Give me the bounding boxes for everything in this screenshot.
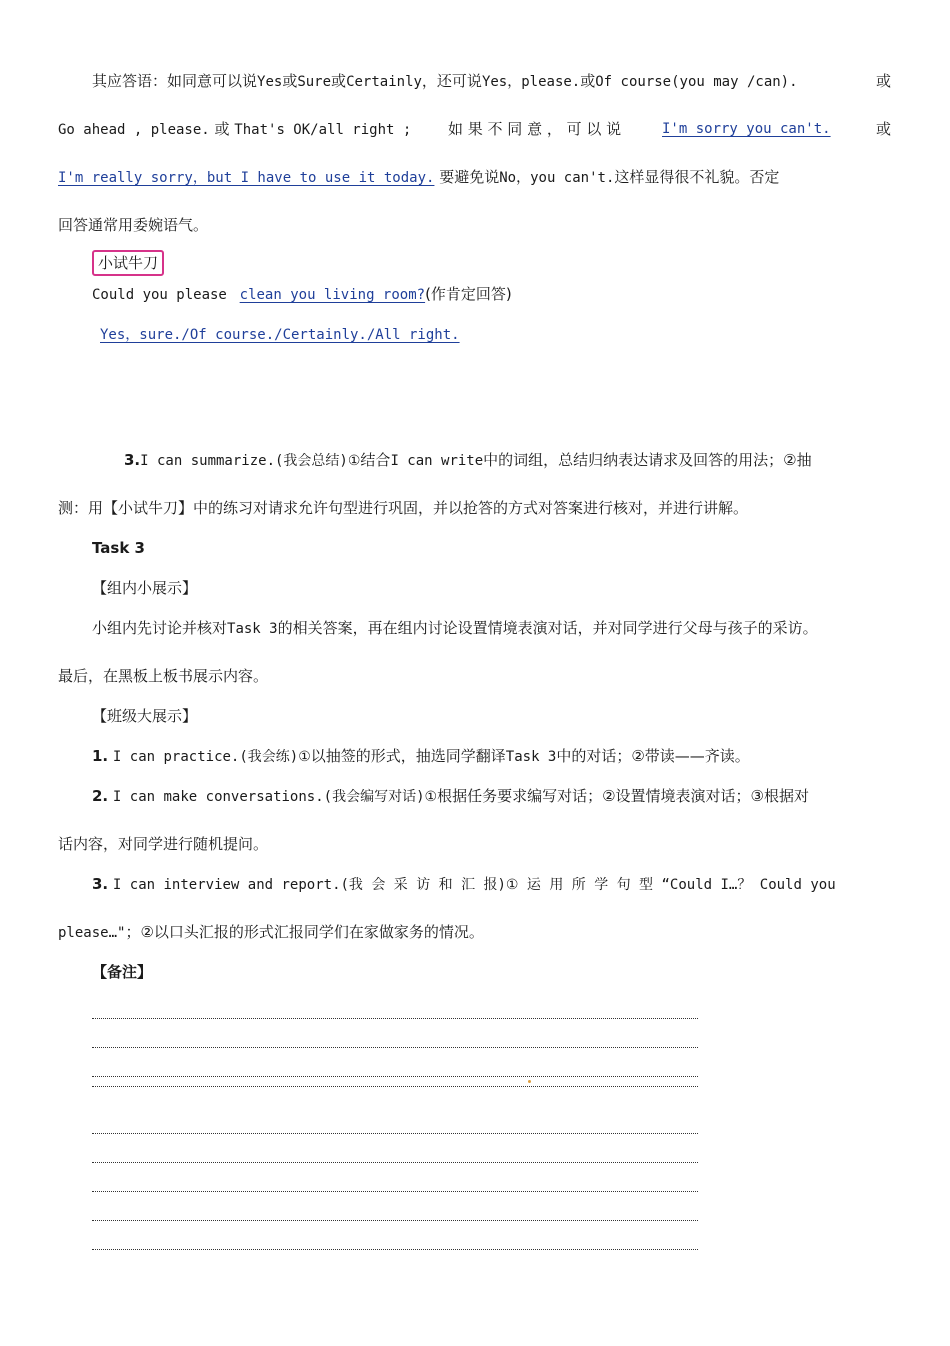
item-number: 3. (92, 875, 109, 893)
answer-underlined: clean you living room? (239, 287, 426, 303)
answer-underlined: I'm really sorry，but I have to use it today. (58, 170, 435, 186)
text: I can make conversations.(我会编写对话)① (112, 789, 438, 805)
paragraph-line-2 (58, 118, 892, 141)
text: 或 (580, 72, 596, 90)
text: 话内容，对同学进行随机提问。 (58, 835, 269, 853)
text: 要避免说 (439, 168, 500, 186)
text: 的相关答案，再在组内讨论设置情境表演对话，并对同学进行父母与孩子的采访。 (277, 619, 818, 637)
group-show-line-2 (58, 665, 892, 687)
item-3-line-1 (124, 449, 950, 472)
text: No，you can't. (499, 170, 615, 186)
note-line (92, 1249, 698, 1250)
paragraph-line-1 (92, 70, 926, 93)
heading: 【组内小展示】 (92, 579, 198, 597)
text: Task 3 (505, 749, 557, 765)
note-line (92, 1162, 698, 1163)
text: 其应答语：如同意可以说 (92, 72, 258, 90)
item-number: 1. (92, 747, 109, 765)
text: ，还可说 (421, 72, 482, 90)
note-line (92, 1133, 698, 1134)
text: I can interview and report.(我 会 采 访 和 汇 报)① 运 用 所 学 句 型 “Could I…？ Could you (112, 877, 836, 893)
text: (作肯定回答) (425, 285, 512, 303)
group-show-heading (92, 577, 926, 599)
text: Yes，please. (481, 74, 581, 90)
text: Go ahead , please. (58, 122, 210, 138)
class-item-3 (92, 873, 926, 896)
note-line (92, 1018, 698, 1019)
text: 测：用【小试牛刀】中的练习对请求允许句型进行巩固，并以抢答的方式对答案进行核对，并进行讲解。 (58, 499, 749, 517)
exercise-answer (100, 323, 934, 346)
text: That's OK/all right ; (234, 122, 412, 138)
text: I can write (390, 453, 484, 469)
note-line (92, 1086, 698, 1087)
heading: 【备注】 (92, 963, 153, 981)
class-item-2 (92, 785, 926, 808)
paragraph-line-3 (58, 166, 892, 189)
text: 或 (876, 120, 892, 138)
task-3-heading (92, 537, 926, 559)
text: 回答通常用委婉语气。 (58, 216, 209, 234)
text: 或 (214, 120, 230, 138)
item-3-line-2 (58, 497, 892, 519)
text: 结合 (360, 451, 391, 469)
text: 小组内先讨论并核对 (92, 619, 228, 637)
answer-underlined: Yes，sure./Of course./Certainly./All right. (100, 327, 460, 343)
text: Yes (257, 74, 283, 90)
text: 或 (331, 72, 347, 90)
note-line (92, 1076, 698, 1077)
text: 根据任务要求编写对话；②设置情境表演对话；③根据对 (437, 787, 809, 805)
text: 如 果 不 同 意 ， 可 以 说 (448, 120, 622, 138)
speck-mark (528, 1080, 531, 1083)
text: 中的对话；②带读——齐读。 (556, 747, 750, 765)
class-item-3-cont (58, 921, 892, 944)
item-number: 2. (92, 787, 109, 805)
heading: Task 3 (92, 539, 145, 557)
text: Of course(you may /can). (595, 74, 798, 90)
text: Certainly (346, 74, 422, 90)
text: 这样显得很不礼貌。否定 (614, 168, 780, 186)
text: 最后，在黑板上板书展示内容。 (58, 667, 269, 685)
note-line (92, 1047, 698, 1048)
section-badge: 小试牛刀 (92, 250, 164, 276)
heading: 【班级大展示】 (92, 707, 198, 725)
paragraph-line-4 (58, 214, 892, 236)
text: Task 3 (227, 621, 278, 637)
text: 或 (282, 72, 298, 90)
text: 或 (876, 72, 892, 90)
text: I can practice.(我会练)① (112, 749, 311, 765)
group-show-line-1 (92, 617, 926, 640)
note-line (92, 1220, 698, 1221)
class-show-heading (92, 705, 926, 727)
text: I can summarize.(我会总结)① (140, 453, 361, 469)
text: Could you please (92, 287, 227, 303)
class-item-2-cont (58, 833, 892, 855)
class-item-1 (92, 745, 926, 768)
item-number: 3. (124, 451, 141, 469)
exercise-question (92, 283, 926, 306)
text: 以抽签的形式，抽选同学翻译 (310, 747, 506, 765)
text: Sure (297, 74, 332, 90)
text: 中的词组，总结归纳表达请求及回答的用法；②抽 (483, 451, 812, 469)
answer-underlined: I'm sorry you can't. (662, 121, 831, 137)
text: ；②以口头汇报的形式汇报同学们在家做家务的情况。 (125, 923, 484, 941)
text: please…" (58, 925, 126, 941)
notes-heading (92, 961, 926, 983)
note-line (92, 1191, 698, 1192)
